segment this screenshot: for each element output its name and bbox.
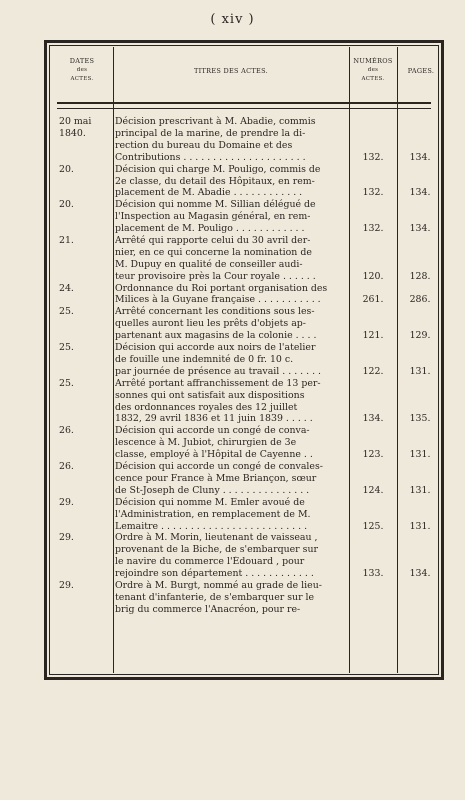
entry-title bbox=[115, 235, 347, 283]
entry-date-line: 1840. bbox=[59, 127, 86, 139]
entry-title bbox=[115, 378, 347, 426]
table-row bbox=[47, 580, 447, 616]
entry-numero: 122. bbox=[362, 365, 384, 377]
entry-date-line: 20. bbox=[59, 199, 74, 211]
entry-date-line: 26. bbox=[59, 425, 74, 437]
entry-date-line: 29. bbox=[59, 532, 74, 544]
entry-title-line: des ordonnances royales des 12 juillet bbox=[115, 401, 298, 413]
header-titres: TITRES DES ACTES. bbox=[193, 67, 268, 75]
header-pages: PAGES. bbox=[407, 67, 435, 75]
entry-page: 134. bbox=[409, 223, 431, 235]
entry-title-line: rection du bureau du Domaine et des bbox=[115, 139, 293, 151]
entry-title-line: Lemaitre . . . . . . . . . . . . . . . . . . . . . . . . . bbox=[115, 520, 308, 532]
entry-title-line: 1832, 29 avril 1836 et 11 juin 1839 . . . . . bbox=[115, 413, 313, 425]
entry-title bbox=[115, 283, 347, 307]
table-row bbox=[47, 497, 447, 533]
entry-title-line: Décision qui accorde aux noirs de l'atelier bbox=[115, 342, 316, 354]
entry-title bbox=[115, 164, 347, 200]
entry-title-line: Décision qui nomme M. Sillian délégué de bbox=[115, 199, 316, 211]
entry-title-line: Contributions . . . . . . . . . . . . . . . . . . . . . bbox=[115, 151, 306, 163]
entry-page: 134. bbox=[409, 568, 431, 580]
entry-numero: 132. bbox=[362, 151, 384, 163]
entry-date bbox=[59, 532, 109, 544]
entry-date-line: 26. bbox=[59, 461, 74, 473]
table-row bbox=[47, 378, 447, 426]
entry-date bbox=[59, 199, 109, 211]
entry-title bbox=[115, 425, 347, 461]
entry-numero: 134. bbox=[362, 413, 384, 425]
entry-date-line: 29. bbox=[59, 579, 74, 591]
entry-title-line: provenant de la Biche, de s'embarquer sur bbox=[115, 544, 318, 556]
entry-title-line: Ordre à M. Morin, lieutenant de vaisseau , bbox=[115, 532, 318, 544]
entry-title-line: Décision qui nomme M. Emler avoué de bbox=[115, 496, 305, 508]
entry-title-line: Ordonnance du Roi portant organisation des bbox=[115, 282, 328, 294]
table-row bbox=[47, 306, 447, 342]
entry-title-line: sonnes qui ont satisfait aux dispositions bbox=[115, 389, 305, 401]
entry-page: 134. bbox=[409, 151, 431, 163]
entry-title-line: placement de M. Abadie . . . . . . . . . . . . bbox=[115, 187, 303, 199]
entry-numero: 132. bbox=[362, 187, 384, 199]
entry-page: 131. bbox=[409, 520, 431, 532]
header-dates-line3: ACTES. bbox=[70, 76, 94, 82]
entry-title-line: Décision qui charge M. Pouligo, commis de bbox=[115, 163, 321, 175]
header-numeros-line3: ACTES. bbox=[361, 76, 385, 82]
entry-title-line: de fouille une indemnité de 0 fr. 10 c. bbox=[115, 353, 294, 365]
entry-date bbox=[59, 306, 109, 318]
entry-date bbox=[59, 235, 109, 247]
entry-page: 134. bbox=[409, 187, 431, 199]
entry-title-line: lescence à M. Jubiot, chirurgien de 3e bbox=[115, 437, 297, 449]
entry-title-line: placement de M. Pouligo . . . . . . . . . . . . bbox=[115, 223, 305, 235]
header-numeros-line1: NUMÉROS bbox=[353, 57, 393, 65]
entry-title-line: Arrêté concernant les conditions sous les- bbox=[115, 306, 315, 318]
entry-date-line: 25. bbox=[59, 377, 74, 389]
table-row bbox=[47, 342, 447, 378]
table-row bbox=[47, 235, 447, 283]
entry-title-line: quelles auront lieu les prêts d'objets ap- bbox=[115, 318, 306, 330]
entry-page: 131. bbox=[409, 449, 431, 461]
entry-title-line: M. Dupuy en qualité de conseiller audi- bbox=[115, 258, 303, 270]
entry-title-line: teur provisoire près la Cour royale . . . . . . bbox=[115, 270, 316, 282]
entries-list bbox=[47, 116, 447, 616]
entry-date-line: 20. bbox=[59, 163, 74, 175]
entry-numero: 120. bbox=[362, 270, 384, 282]
table-frame bbox=[44, 40, 444, 680]
table-row bbox=[47, 461, 447, 497]
entry-title-line: Décision prescrivant à M. Abadie, commis bbox=[115, 116, 316, 127]
page-number: ( xiv ) bbox=[210, 12, 255, 27]
table-row bbox=[47, 199, 447, 235]
entry-title-line: le navire du commerce l'Édouard , pour bbox=[115, 556, 305, 568]
header-dates bbox=[53, 57, 111, 84]
entry-title-line: par journée de présence au travail . . . . . . . bbox=[115, 365, 322, 377]
entry-numero: 133. bbox=[362, 568, 384, 580]
entry-page: 129. bbox=[409, 330, 431, 342]
entry-numero: 132. bbox=[362, 223, 384, 235]
header-dates-line2: des bbox=[76, 67, 88, 73]
entry-numero: 123. bbox=[362, 449, 384, 461]
entry-title-line: partenant aux magasins de la colonie . . . . bbox=[115, 330, 317, 342]
entry-page: 131. bbox=[409, 484, 431, 496]
entry-title-line: Décision qui accorde un congé de conva- bbox=[115, 425, 310, 437]
entry-date bbox=[59, 425, 109, 437]
table-row bbox=[47, 164, 447, 200]
entry-title-line: de St-Joseph de Cluny . . . . . . . . . . . . . . . bbox=[115, 484, 310, 496]
entry-title-line: principal de la marine, de prendre la di- bbox=[115, 127, 306, 139]
entry-date bbox=[59, 461, 109, 473]
entry-title-line: l'Administration, en remplacement de M. bbox=[115, 508, 311, 520]
entry-date-line: 29. bbox=[59, 496, 74, 508]
entry-numero: 125. bbox=[362, 520, 384, 532]
entry-date-line: 25. bbox=[59, 342, 74, 354]
entry-title-line: tenant d'infanterie, de s'embarquer sur le bbox=[115, 591, 315, 603]
entry-title-line: brig du commerce l'Anacréon, pour re- bbox=[115, 603, 301, 615]
entry-title-line: Milices à la Guyane française . . . . . . . . . . . bbox=[115, 294, 321, 306]
entry-title bbox=[115, 580, 347, 616]
entry-date-line: 21. bbox=[59, 234, 74, 246]
entry-title bbox=[115, 306, 347, 342]
table-row bbox=[47, 116, 447, 164]
entry-date bbox=[59, 580, 109, 592]
entry-title-line: l'Inspection au Magasin général, en rem- bbox=[115, 211, 311, 223]
entry-title-line: rejoindre son département . . . . . . . . . . . . bbox=[115, 568, 314, 580]
entry-numero: 121. bbox=[362, 330, 384, 342]
entry-page: 131. bbox=[409, 365, 431, 377]
entry-page: 286. bbox=[409, 294, 431, 306]
entry-date bbox=[59, 164, 109, 176]
entry-title bbox=[115, 116, 347, 164]
entry-title-line: Décision qui accorde un congé de convales- bbox=[115, 461, 323, 473]
entry-date bbox=[59, 116, 109, 140]
entry-title bbox=[115, 532, 347, 580]
entry-title-line: cence pour France à Mme Briançon, sœur bbox=[115, 472, 317, 484]
table-row bbox=[47, 283, 447, 307]
entry-title bbox=[115, 497, 347, 533]
header-rule bbox=[57, 102, 431, 109]
entry-title bbox=[115, 461, 347, 497]
entry-title-line: Arrêté portant affranchissement de 13 per- bbox=[115, 377, 321, 389]
header-numeros bbox=[349, 57, 397, 84]
entry-title-line: 2e classe, du detail des Hôpitaux, en rem- bbox=[115, 175, 315, 187]
entry-date bbox=[59, 283, 109, 295]
entry-date bbox=[59, 378, 109, 390]
table-row bbox=[47, 532, 447, 580]
entry-title bbox=[115, 342, 347, 378]
entry-date bbox=[59, 497, 109, 509]
entry-page: 135. bbox=[409, 413, 431, 425]
entry-title-line: classe, employé à l'Hôpital de Cayenne . . bbox=[115, 449, 313, 461]
entry-date bbox=[59, 342, 109, 354]
entry-title-line: nier, en ce qui concerne la nomination de bbox=[115, 246, 312, 258]
entry-date-line: 20 mai bbox=[59, 116, 92, 127]
entry-title-line: Ordre à M. Burgt, nommé au grade de lieu- bbox=[115, 579, 322, 591]
entry-numero: 261. bbox=[362, 294, 384, 306]
table-row bbox=[47, 425, 447, 461]
entry-page: 128. bbox=[409, 270, 431, 282]
entry-title-line: Arrêté qui rapporte celui du 30 avril der- bbox=[115, 234, 311, 246]
entry-date-line: 24. bbox=[59, 282, 74, 294]
entry-numero: 124. bbox=[362, 484, 384, 496]
entry-date-line: 25. bbox=[59, 306, 74, 318]
entry-title bbox=[115, 199, 347, 235]
header-numeros-line2: des bbox=[367, 67, 379, 73]
header-dates-line1: DATES bbox=[69, 57, 95, 65]
